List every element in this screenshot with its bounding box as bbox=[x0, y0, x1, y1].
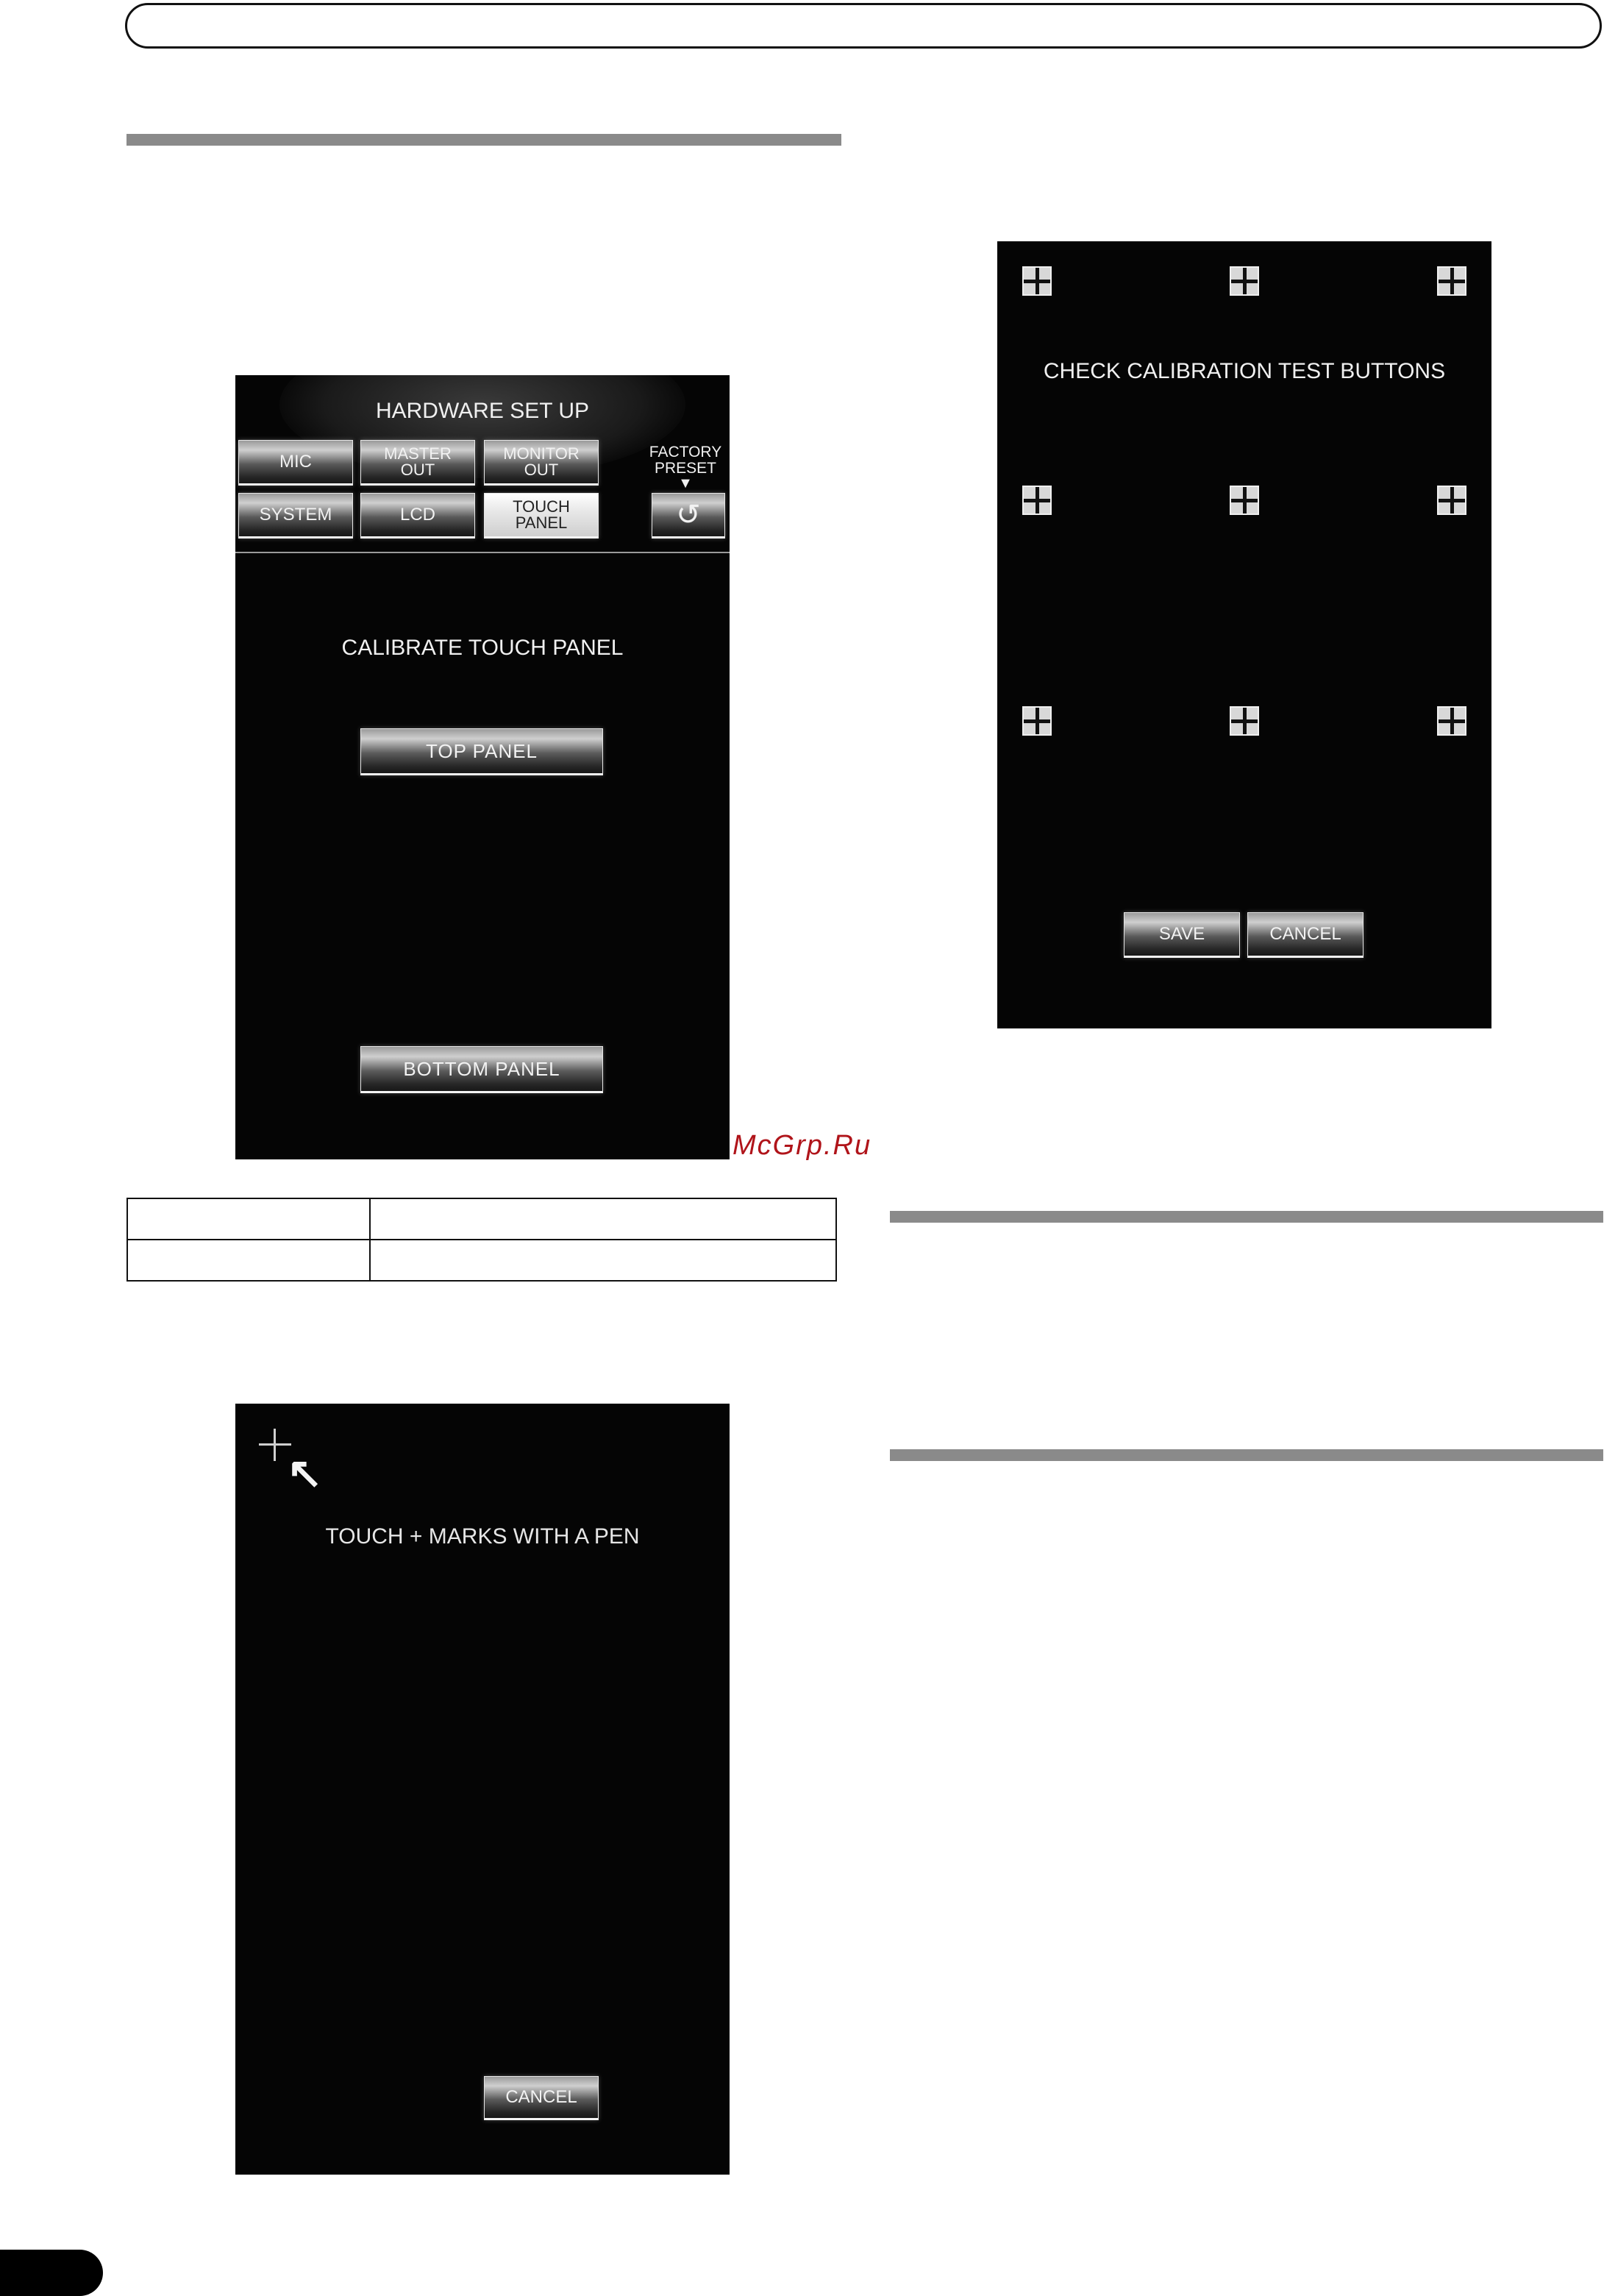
factory-preset-label: FACTORY PRESET bbox=[649, 444, 722, 477]
test-button-icon[interactable] bbox=[1437, 486, 1466, 515]
bottom-panel-label: BOTTOM PANEL bbox=[403, 1058, 560, 1080]
check-calibration-screen bbox=[997, 241, 1491, 1028]
section-rule-left bbox=[126, 134, 841, 146]
cancel-label: CANCEL bbox=[505, 2087, 577, 2107]
factory-preset-arrow-icon: ▼ bbox=[678, 475, 693, 491]
tab-lcd[interactable] bbox=[360, 493, 475, 539]
top-panel-label: TOP PANEL bbox=[425, 740, 538, 762]
tab-touch-panel[interactable] bbox=[484, 493, 599, 539]
tab-touch-panel-label: TOUCH PANEL bbox=[513, 497, 570, 532]
screen-title: HARDWARE SET UP bbox=[375, 399, 590, 423]
cancel-button[interactable] bbox=[1247, 912, 1364, 958]
reset-icon: ↺ bbox=[676, 499, 701, 531]
pointer-arrow-icon: ↖ bbox=[287, 1449, 323, 1497]
header-divider bbox=[235, 552, 730, 553]
factory-preset-reset-button[interactable] bbox=[652, 493, 725, 539]
save-button[interactable] bbox=[1124, 912, 1240, 958]
cancel-label: CANCEL bbox=[1269, 924, 1341, 944]
tab-system-label: SYSTEM bbox=[259, 505, 332, 525]
tab-mic[interactable] bbox=[238, 440, 353, 486]
cancel-button[interactable] bbox=[484, 2076, 599, 2120]
top-panel-button[interactable] bbox=[360, 728, 603, 775]
table-cell bbox=[370, 1240, 836, 1281]
table-cell bbox=[127, 1240, 370, 1281]
spec-table bbox=[126, 1198, 837, 1282]
page-header-bar bbox=[125, 3, 1602, 49]
section-rule-right-2 bbox=[890, 1449, 1603, 1461]
check-heading: CHECK CALIBRATION TEST BUTTONS bbox=[1043, 359, 1446, 383]
touch-marks-screen bbox=[235, 1404, 730, 2175]
test-button-icon[interactable] bbox=[1437, 266, 1466, 296]
tab-system[interactable] bbox=[238, 493, 353, 539]
test-button-icon[interactable] bbox=[1022, 266, 1052, 296]
watermark-text: McGrp.Ru bbox=[733, 1130, 872, 1161]
table-row bbox=[127, 1198, 836, 1240]
page-number-tab bbox=[0, 2250, 103, 2296]
test-button-icon[interactable] bbox=[1022, 706, 1052, 736]
save-label: SAVE bbox=[1158, 924, 1205, 944]
test-button-icon[interactable] bbox=[1230, 486, 1259, 515]
test-button-icon[interactable] bbox=[1437, 706, 1466, 736]
table-cell bbox=[127, 1198, 370, 1240]
tab-mic-label: MIC bbox=[279, 452, 312, 472]
tab-master-out[interactable] bbox=[360, 440, 475, 486]
tab-master-out-label: MASTER OUT bbox=[384, 444, 452, 479]
test-button-icon[interactable] bbox=[1230, 266, 1259, 296]
table-cell bbox=[370, 1198, 836, 1240]
section-rule-right-1 bbox=[890, 1211, 1603, 1223]
touch-instruction: TOUCH + MARKS WITH A PEN bbox=[325, 1524, 640, 1549]
tab-monitor-out[interactable] bbox=[484, 440, 599, 486]
tab-monitor-out-label: MONITOR OUT bbox=[503, 444, 580, 479]
table-row bbox=[127, 1240, 836, 1281]
calibrate-heading: CALIBRATE TOUCH PANEL bbox=[341, 636, 624, 660]
hardware-setup-screen bbox=[235, 375, 730, 1159]
test-button-icon[interactable] bbox=[1022, 486, 1052, 515]
bottom-panel-button[interactable] bbox=[360, 1046, 603, 1093]
test-button-icon[interactable] bbox=[1230, 706, 1259, 736]
tab-lcd-label: LCD bbox=[399, 505, 435, 525]
